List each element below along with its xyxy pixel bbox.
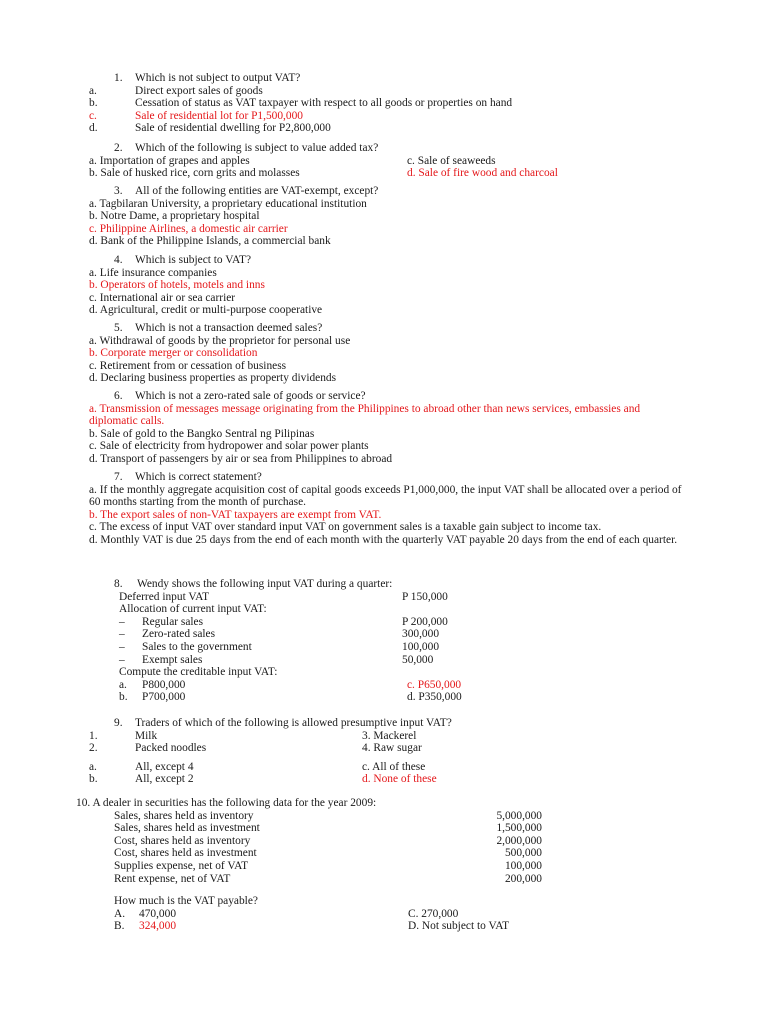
option-a-letter: a. [119, 678, 127, 691]
question-text: Traders of which of the following is allowed presumptive input VAT? [135, 717, 452, 729]
item-3: 3. Mackerel [362, 729, 417, 742]
question-5 [89, 322, 689, 385]
option-d: d. Agricultural, credit or multi-purpose cooperative [89, 304, 323, 317]
option-b: b. Sale of husked rice, corn grits and molasses [89, 167, 300, 180]
question-6 [89, 390, 689, 466]
option-c: c. Retirement from or cessation of business [89, 359, 287, 372]
option-d: d. Sale of residential dwelling for P2,800,000 [89, 122, 331, 135]
allocation-row: – Exempt sales 50,000 [119, 653, 434, 666]
allocation-label: Allocation of current input VAT: [119, 603, 267, 616]
option-a: All, except 4 [135, 760, 194, 773]
question-text: Wendy shows the following input VAT during a quarter: [137, 578, 393, 590]
option-a: a. Direct export sales of goods [89, 84, 263, 97]
option-b-answer: 324,000 [139, 920, 177, 933]
allocation-row: – Sales to the government 100,000 [119, 640, 440, 653]
allocation-row: – Regular sales P 200,000 [119, 615, 448, 628]
question-text: Which is correct statement? [135, 471, 262, 483]
question-10 [76, 797, 676, 933]
question-number: 5. [114, 322, 123, 334]
question-number: 3. [114, 185, 123, 197]
option-b-letter: B. [114, 920, 125, 933]
question-text: 10. A dealer in securities has the following data for the year 2009: [76, 797, 377, 809]
question-text: All of the following entities are VAT-exempt, except? [135, 185, 379, 197]
question-9 [89, 717, 689, 786]
option-a: a. Tagbilaran University, a proprietary educational institution [89, 197, 367, 210]
option-c: c. All of these [362, 760, 426, 773]
question-1 [89, 72, 689, 135]
option-a-answer: a. Transmission of messages message originating from the Philippines to abroad other than news services, embassies and diplomatic calls. [89, 402, 641, 428]
data-row: Cost, shares held as inventory 2,000,000 [114, 834, 542, 847]
option-b-letter: b. [89, 773, 98, 786]
option-b-answer: b. Operators of hotels, motels and inns [89, 279, 265, 292]
question-text: Which of the following is subject to value added tax? [135, 142, 379, 154]
option-d-answer: d. None of these [362, 773, 437, 786]
allocation-row: – Zero-rated sales 300,000 [119, 628, 440, 641]
item-2-number: 2. [89, 742, 98, 755]
question-text: Which is subject to VAT? [135, 254, 252, 266]
question-number: 9. [114, 717, 123, 729]
question-7 [89, 471, 689, 547]
option-d: D. Not subject to VAT [408, 920, 510, 933]
option-b: P700,000 [142, 691, 186, 704]
option-d: d. Bank of the Philippine Islands, a commercial bank [89, 235, 331, 248]
option-a: P800,000 [142, 678, 186, 691]
option-d: d. Transport of passengers by air or sea from Philippines to abroad [89, 452, 393, 465]
question-number: 7. [114, 471, 123, 483]
question-4 [89, 254, 689, 317]
option-b: b. Cessation of status as VAT taxpayer with respect to all goods or properties on hand [89, 97, 513, 110]
data-row: Rent expense, net of VAT 200,000 [114, 872, 542, 885]
option-d: d. P350,000 [407, 691, 462, 704]
data-row: Sales, shares held as inventory 5,000,000 [114, 809, 542, 822]
question-8 [89, 578, 689, 704]
option-d: d. Monthly VAT is due 25 days from the end of each month with the quarterly VAT payable 20 days from the end of each quarter. [89, 533, 678, 546]
option-a: a. Importation of grapes and apples [89, 154, 250, 167]
option-b: b. Sale of gold to the Bangko Sentral ng Pilipinas [89, 427, 315, 440]
question-text: Which is not subject to output VAT? [135, 72, 301, 84]
deferred-amount: P 150,000 [402, 590, 448, 603]
question-number: 1. [114, 72, 123, 84]
option-c: c. International air or sea carrier [89, 291, 236, 304]
option-a: a. If the monthly aggregate acquisition cost of capital goods exceeds P1,000,000, the input VAT shall be allocated over a period of 60 months starting from the month of purchase. [89, 483, 682, 509]
option-a: a. Life insurance companies [89, 266, 217, 279]
question-3 [89, 185, 689, 248]
option-b-letter: b. [119, 691, 128, 704]
option-d-answer: d. Sale of fire wood and charcoal [407, 167, 558, 180]
option-a: a. Withdrawal of goods by the proprietor for personal use [89, 334, 351, 347]
question-text: Which is not a zero-rated sale of goods or service? [135, 390, 366, 402]
item-1-number: 1. [89, 729, 98, 742]
item-1: Milk [135, 729, 158, 742]
option-c: c. The excess of input VAT over standard input VAT on government sales is a taxable gain subject to income tax. [89, 521, 602, 534]
question-text: Which is not a transaction deemed sales? [135, 322, 323, 334]
data-row: Sales, shares held as investment 1,500,000 [114, 822, 542, 835]
option-b-answer: b. The export sales of non-VAT taxpayers are exempt from VAT. [89, 508, 382, 521]
option-b-answer: b. Corporate merger or consolidation [89, 347, 258, 360]
option-b: All, except 2 [135, 773, 194, 786]
option-c-answer: c. Philippine Airlines, a domestic air carrier [89, 222, 288, 235]
compute-text: Compute the creditable input VAT: [119, 666, 278, 679]
question-2 [89, 142, 689, 180]
option-a-letter: A. [114, 907, 126, 920]
deferred-label: Deferred input VAT [119, 590, 210, 603]
question-number: 6. [114, 390, 123, 402]
option-c: C. 270,000 [408, 907, 459, 920]
option-d: d. Declaring business properties as property dividends [89, 372, 337, 385]
option-b: b. Notre Dame, a proprietary hospital [89, 210, 260, 223]
question-number: 4. [114, 254, 123, 266]
option-c-answer: c. P650,000 [407, 678, 462, 691]
item-2: Packed noodles [135, 742, 207, 755]
data-row: Supplies expense, net of VAT 100,000 [114, 859, 542, 872]
option-a-letter: a. [89, 760, 97, 773]
data-row: Cost, shares held as investment 500,000 [114, 847, 542, 860]
sub-question: How much is the VAT payable? [114, 895, 258, 908]
option-c-answer: c. Sale of residential lot for P1,500,000 [89, 109, 303, 122]
question-number: 8. [114, 578, 123, 590]
question-number: 2. [114, 142, 123, 154]
option-a: 470,000 [139, 907, 177, 920]
option-c: c. Sale of electricity from hydropower and solar power plants [89, 440, 369, 453]
option-c: c. Sale of seaweeds [407, 154, 496, 167]
item-4: 4. Raw sugar [362, 742, 422, 755]
